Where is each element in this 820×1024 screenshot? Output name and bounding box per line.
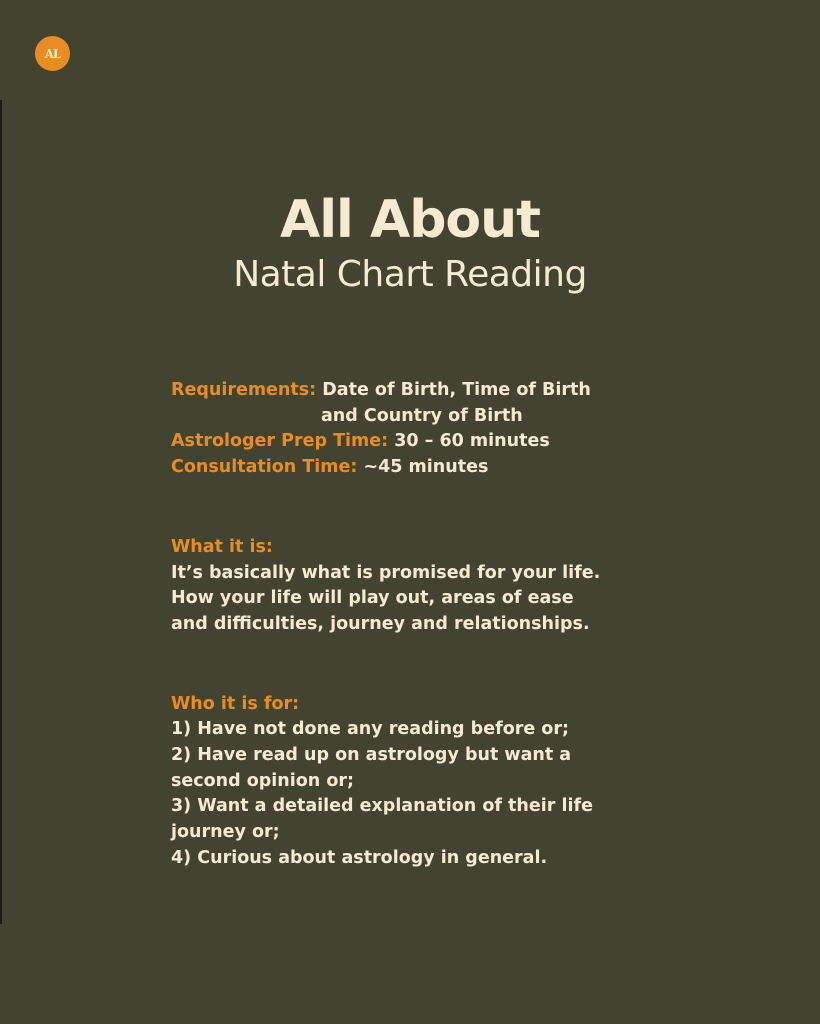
page-subtitle: Natal Chart Reading [233, 254, 587, 295]
brand-logo [35, 36, 70, 71]
requirements-value: Date of Birth, Time of Birth [322, 380, 591, 400]
who-it-is-for-line: 4) Curious about astrology in general. [171, 847, 548, 868]
what-it-is-heading: What it is: [171, 536, 273, 557]
who-it-is-for-line: 3) Want a detailed explanation of their life [171, 796, 593, 817]
who-it-is-for-line: second opinion or; [171, 770, 354, 791]
who-it-is-for-heading: Who it is for: [171, 693, 300, 714]
info-content [171, 378, 791, 872]
requirements-value-continued: and Country of Birth [321, 405, 523, 426]
prep-time-value: 30 – 60 minutes [394, 431, 550, 452]
who-it-is-for-line: 2) Have read up on astrology but want a [171, 745, 572, 766]
prep-time-label: Astrologer Prep Time: [171, 431, 389, 452]
consultation-time-row [171, 455, 791, 481]
what-it-is-line: How your life will play out, areas of ease [171, 588, 574, 609]
page-title: All About [279, 190, 541, 250]
prep-time-row [171, 429, 791, 455]
requirements-row [171, 378, 791, 404]
what-it-is-line: It’s basically what is promised for your life. [171, 562, 601, 583]
consultation-time-value: ~45 minutes [363, 457, 489, 478]
requirements-label: Requirements: [171, 380, 317, 400]
who-it-is-for-line: journey or; [171, 822, 280, 843]
logo-text: AL [44, 46, 61, 61]
consultation-time-label: Consultation Time: [171, 457, 358, 478]
what-it-is-line: and difficulties, journey and relationships. [171, 613, 590, 634]
who-it-is-for-line: 1) Have not done any reading before or; [171, 719, 569, 740]
